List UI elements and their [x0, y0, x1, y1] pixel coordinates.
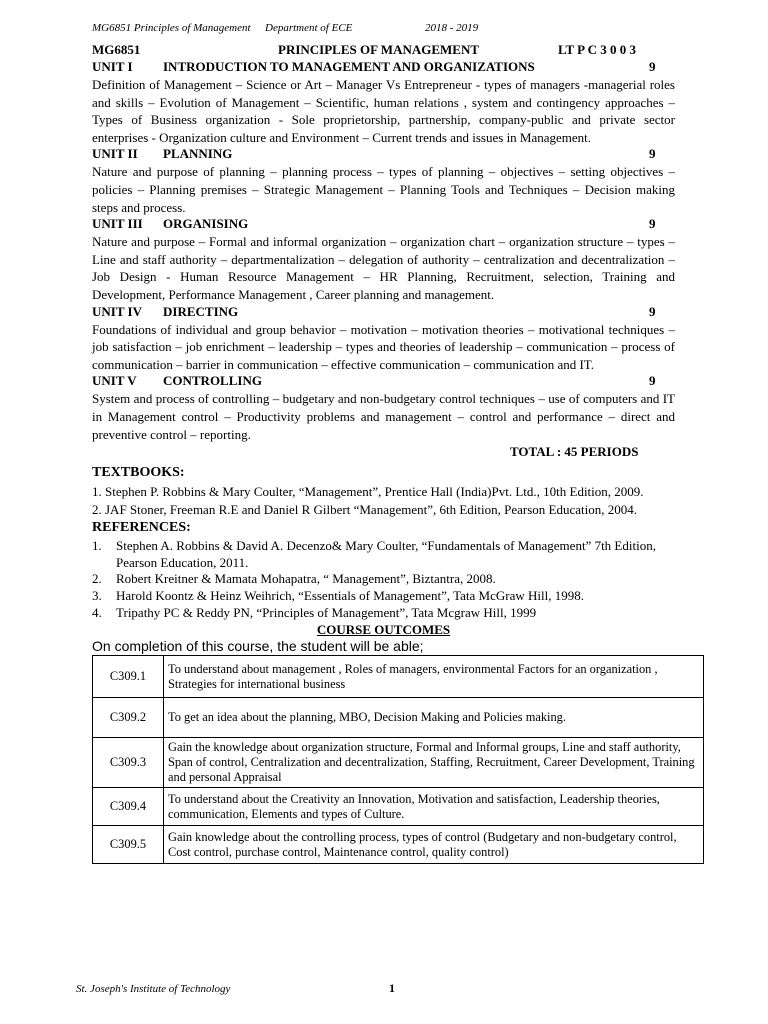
unit-name: PLANNING	[163, 146, 233, 162]
unit-name: INTRODUCTION TO MANAGEMENT AND ORGANIZATIONS	[163, 59, 535, 74]
unit-hours: 9	[649, 216, 656, 232]
total-periods: TOTAL : 45 PERIODS	[510, 444, 639, 460]
course-outcomes-table	[92, 655, 704, 864]
outcome-text: To understand about management , Roles of managers, environmental Factors for an organization , Strategies for international business	[164, 656, 704, 698]
unit-3	[92, 216, 675, 303]
unit-name: DIRECTING	[163, 303, 239, 319]
unit-heading	[92, 216, 675, 233]
reference-item	[92, 605, 675, 622]
header-course: MG6851 Principles of Management	[92, 22, 251, 34]
reference-item	[92, 588, 675, 605]
reference-number: 1.	[92, 538, 102, 554]
outcome-text: To get an idea about the planning, MBO, Decision Making and Policies making.	[164, 698, 704, 738]
unit-4	[92, 304, 675, 374]
unit-number: UNIT V	[92, 373, 137, 389]
textbooks-list	[92, 483, 675, 518]
reference-text: Tripathy PC & Reddy PN, “Principles of Management”, Tata Mcgraw Hill, 1999	[116, 604, 537, 620]
unit-number: UNIT III	[92, 216, 143, 232]
textbook-item: 1. Stephen P. Robbins & Mary Coulter, “Management”, Prentice Hall (India)Pvt. Ltd., 10th Edition, 2009.	[92, 484, 644, 500]
unit-name: ORGANISING	[163, 216, 249, 232]
outcome-text: Gain the knowledge about organization structure, Formal and Informal groups, Line and staff authority, Span of control, Centralization and decentralization, Staffing, Recruitment, Career Development, Training and personal Appraisal	[164, 738, 704, 788]
references-heading: REFERENCES:	[92, 520, 191, 536]
table-row	[93, 698, 704, 738]
references-list	[92, 538, 675, 621]
textbooks-heading: TEXTBOOKS:	[92, 465, 185, 481]
reference-number: 4.	[92, 604, 102, 620]
course-ltpc: LT P C 3 0 0 3	[558, 42, 637, 57]
outcome-text: To understand about the Creativity an Innovation, Motivation and satisfaction, Leadership theories, communication, Elements and types of Culture.	[164, 788, 704, 826]
unit-heading	[92, 304, 675, 321]
table-row	[93, 656, 704, 698]
unit-heading	[92, 59, 675, 76]
unit-name: CONTROLLING	[163, 373, 262, 389]
outcome-code: C309.1	[93, 656, 164, 698]
reference-number: 3.	[92, 588, 102, 604]
unit-content: Nature and purpose of planning – planning process – types of planning – objectives – setting objectives – policies – Planning premises – Strategic Management – Planning Tools and Techniques – Decision making steps and process.	[92, 164, 675, 215]
outcome-code: C309.2	[93, 698, 164, 738]
table-row	[93, 788, 704, 826]
reference-number: 2.	[92, 571, 102, 587]
unit-number: UNIT IV	[92, 303, 142, 319]
unit-content: Nature and purpose – Formal and informal organization – organization chart – organization structure – types – Line and staff authority – departmentalization – delegation of authority – centralization and decentralization – Job Design - Human Resource Management – HR Planning, Recruitment, selection, Training and Development, Performance Management , Career planning and management.	[92, 234, 675, 302]
page-footer	[76, 983, 676, 999]
unit-hours: 9	[649, 146, 656, 162]
unit-content: Foundations of individual and group behavior – motivation – motivation theories – motivational techniques – job satisfaction – job enrichment – leadership – types and theories of leadership – communication – process of communication – barrier in communication – effective communication – communication and IT.	[92, 321, 675, 372]
reference-text: Robert Kreitner & Mamata Mohapatra, “ Management”, Biztantra, 2008.	[116, 571, 496, 587]
page-content	[92, 42, 695, 864]
unit-heading	[92, 146, 675, 163]
unit-heading	[92, 373, 675, 390]
table-row	[93, 738, 704, 788]
unit-content: Definition of Management – Science or Art – Manager Vs Entrepreneur - types of managers -managerial roles and skills – Evolution of Management – Scientific, human relations , system and contingency approaches – Types of Business organization - Sole proprietorship, partnership, company-public and private sector enterprises - Organization culture and Environment – Current trends and issues in Management.	[92, 77, 675, 145]
course-title: PRINCIPLES OF MANAGEMENT	[278, 42, 480, 57]
outcome-code: C309.3	[93, 738, 164, 788]
course-outcomes-title: COURSE OUTCOMES	[316, 622, 451, 638]
header-year: 2018 - 2019	[425, 22, 479, 34]
outcome-code: C309.4	[93, 788, 164, 826]
unit-content: System and process of controlling – budgetary and non-budgetary control techniques – use of computers and IT in Management control – Productivity problems and management – control and performance – direct and preventive control – reporting.	[92, 391, 675, 442]
unit-5	[92, 373, 675, 443]
unit-hours: 9	[649, 303, 656, 319]
reference-text: Harold Koontz & Heinz Weihrich, “Essentials of Management”, Tata McGraw Hill, 1998.	[116, 588, 584, 604]
syllabus-title-row	[92, 42, 675, 59]
course-outcomes-intro: On completion of this course, the student will be able;	[92, 638, 424, 655]
course-code: MG6851	[92, 42, 141, 57]
reference-item	[92, 571, 675, 588]
unit-1	[92, 59, 675, 146]
unit-number: UNIT I	[92, 59, 133, 74]
header-department: Department of ECE	[265, 22, 353, 34]
unit-2	[92, 146, 675, 216]
outcome-code: C309.5	[93, 826, 164, 864]
unit-hours: 9	[649, 59, 656, 74]
outcome-text: Gain knowledge about the controlling process, types of control (Budgetary and non-budgetary control, Cost control, purchase control, Maintenance control, quality control)	[164, 826, 704, 864]
table-row	[93, 826, 704, 864]
page-header	[92, 22, 682, 38]
textbook-item: 2. JAF Stoner, Freeman R.E and Daniel R Gilbert “Management”, 6th Edition, Pearson Education, 2004.	[92, 501, 638, 517]
unit-number: UNIT II	[92, 146, 138, 162]
footer-institute: St. Joseph's Institute of Technology	[76, 983, 231, 995]
reference-text: Stephen A. Robbins & David A. Decenzo& Mary Coulter, “Fundamentals of Management” 7th Edition, Pearson Education, 2011.	[116, 538, 656, 570]
page-number: 1	[389, 981, 395, 995]
unit-hours: 9	[649, 373, 656, 389]
reference-item	[92, 538, 675, 571]
